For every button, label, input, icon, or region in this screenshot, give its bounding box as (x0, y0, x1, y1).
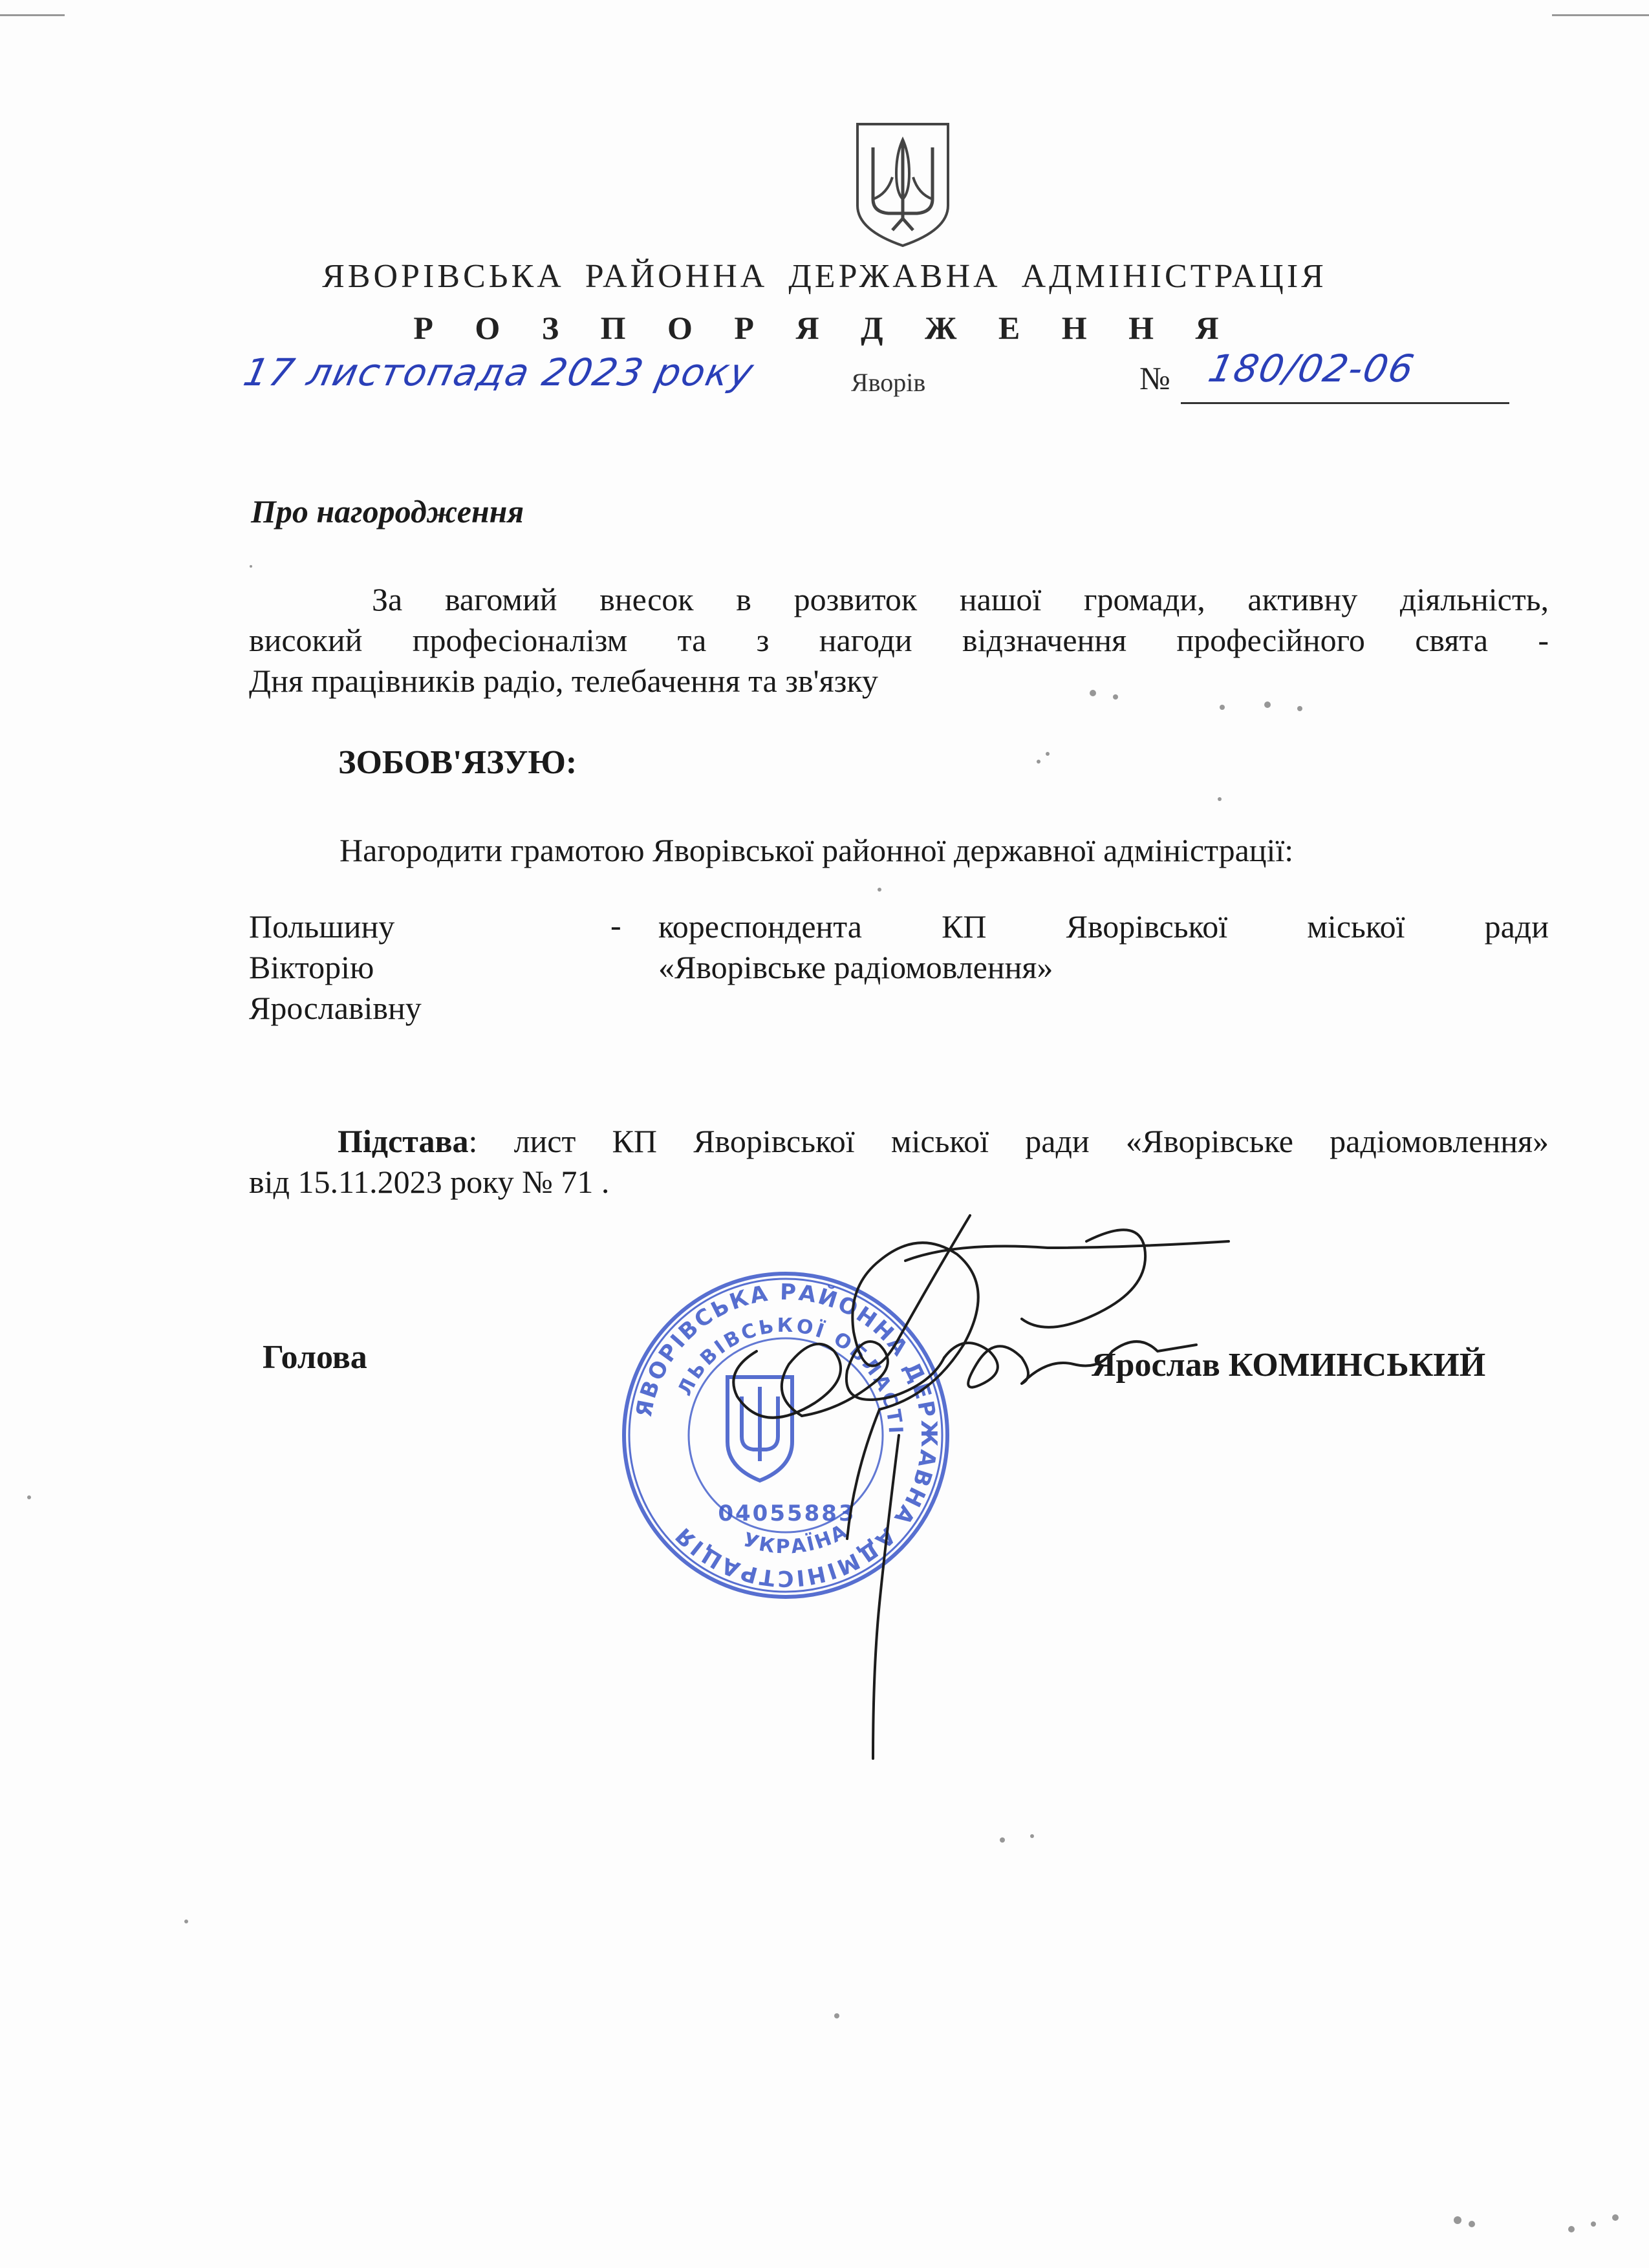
preamble-line: Дня працівників радіо, телебачення та зв'язку (249, 663, 878, 699)
awardee-surname: Польшину (249, 908, 395, 945)
awardee-name (249, 906, 422, 1029)
stamp-outer-text: ЯВОРІВСЬКА РАЙОННА ДЕРЖАВНА АДМІНІСТРАЦІЯ (630, 1279, 942, 1592)
position-line: «Яворівське радіомовлення» (658, 949, 1053, 985)
preamble-paragraph (249, 579, 1549, 701)
handwritten-order-number: 180/02-06 (1204, 347, 1419, 390)
preamble-line: високий професіоналізм та з нагоди відзначення професійного свята - (249, 622, 1549, 658)
oblige-heading: ЗОБОВ'ЯЗУЮ: (338, 744, 577, 781)
stamp-country: УКРАЇНА (740, 1519, 852, 1559)
award-statement: Нагородити грамотою Яворівської районної державної адміністрації: (339, 832, 1294, 868)
stamp-code: 04055883 (718, 1501, 856, 1526)
stamp-inner-text: ЛЬВІВСЬКОЇ ОБЛАСТІ (673, 1314, 907, 1437)
signatory-name: Ярослав КОМИНСЬКИЙ (1092, 1347, 1486, 1384)
basis-paragraph (249, 1121, 1549, 1203)
position-line: кореспондента КП Яворівської міської ради (658, 908, 1549, 945)
awardee-first-name: Вікторію (249, 949, 374, 985)
document-type: Р О З П О Р Я Д Ж Е Н Н Я (413, 310, 1236, 346)
place-of-issue: Яворів (851, 368, 926, 397)
awardee-dash: - (610, 907, 621, 943)
handwritten-date: 17 листопада 2023 року (239, 350, 759, 394)
preamble-line: За вагомий внесок в розвиток нашої громади, активну діяльність, (372, 581, 1549, 617)
number-sign: № (1139, 360, 1170, 396)
basis-line: від 15.11.2023 року № 71 . (249, 1164, 610, 1200)
awardee-position (658, 906, 1549, 988)
basis-line (249, 1121, 1549, 1162)
awardee-patronymic: Ярославівну (249, 990, 422, 1026)
trident-coat-of-arms-icon (854, 122, 952, 248)
signatory-title: Голова (263, 1339, 367, 1376)
basis-text: : лист КП Яворівської міської ради «Яворівське радіомовлення» (468, 1123, 1549, 1159)
document-subject: Про нагородження (251, 493, 524, 530)
number-underline (1181, 402, 1509, 404)
handwritten-signature (685, 1203, 1242, 1771)
basis-label: Підстава (338, 1123, 469, 1159)
organization-name: ЯВОРІВСЬКА РАЙОННА ДЕРЖАВНА АДМІНІСТРАЦІЯ (322, 258, 1327, 295)
